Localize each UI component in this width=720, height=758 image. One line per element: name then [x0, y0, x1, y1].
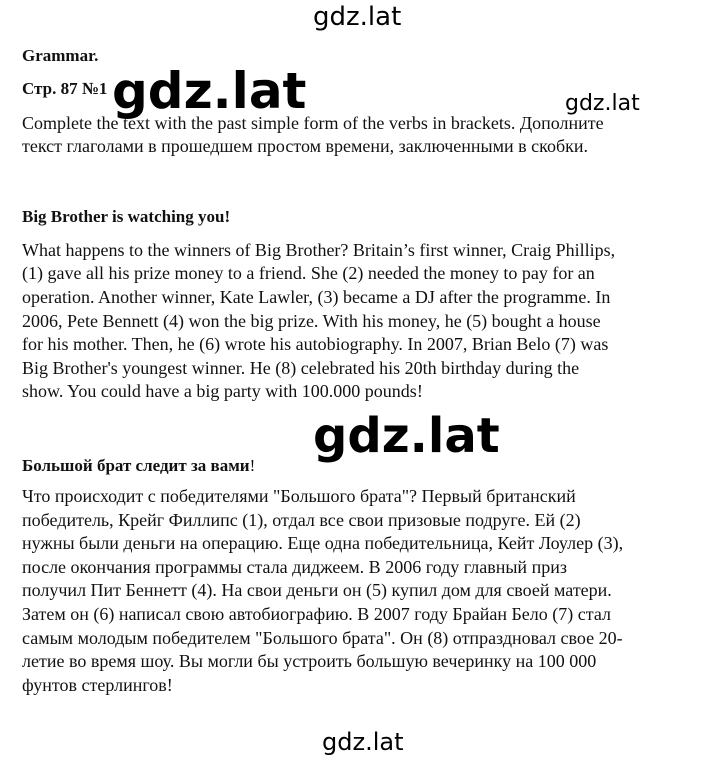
english-line: 2006, Pete Bennett (4) won the big prize. With his money, he (5) bought a house [22, 311, 601, 331]
english-title: Big Brother is watching you! [22, 207, 231, 226]
english-line: (1) gave all his prize money to a friend. She (2) needed the money to pay for an [22, 263, 595, 283]
watermark-right: gdz.lat [565, 91, 640, 116]
watermark-large-upper: gdz.lat [112, 62, 307, 120]
russian-line: Затем он (6) написал свою автобиографию. В 2007 году Брайан Бело (7) стал [22, 604, 611, 624]
watermark-large-middle: gdz.lat [313, 408, 500, 464]
russian-line: получил Пит Беннетт (4). На свои деньги он (5) купил дом для своей матери. [22, 580, 612, 600]
russian-line: самым молодым победителем "Большого брата". Он (8) отпраздновал свое 20- [22, 628, 623, 648]
english-line: Big Brother's youngest winner. He (8) celebrated his 20th birthday during the [22, 358, 580, 378]
section-title: Grammar. [22, 46, 99, 65]
russian-line: нужны были деньги на операцию. Еще одна победительница, Кейт Лоулер (3), [22, 533, 624, 553]
english-line: What happens to the winners of Big Brother? Britain’s first winner, Craig Phillips, [22, 240, 616, 260]
russian-line: Что происходит с победителями "Большого брата"? Первый британский [22, 486, 576, 506]
russian-line: летие во время шоу. Вы могли бы устроить большую вечеринку на 100 000 [22, 651, 597, 671]
watermark-top: gdz.lat [313, 2, 402, 32]
english-line: operation. Another winner, Kate Lawler, (3) became a DJ after the programme. In [22, 287, 611, 307]
instruction-line: Complete the text with the past simple form of the verbs in brackets. Дополните [22, 113, 604, 133]
english-line: show. You could have a big party with 100.000 pounds! [22, 381, 423, 401]
russian-line: фунтов стерлингов! [22, 675, 173, 695]
watermark-bottom: gdz.lat [322, 728, 404, 756]
page-reference: Стр. 87 №1 [22, 79, 108, 98]
russian-line: после окончания программы стала диджеем. В 2006 году главный приз [22, 557, 567, 577]
russian-title-text: Большой брат следит за вами [22, 456, 250, 475]
russian-title-mark: ! [249, 456, 256, 475]
russian-title [22, 454, 255, 478]
instruction-line: текст глаголами в прошедшем простом времени, заключенными в скобки. [22, 136, 589, 156]
english-line: for his mother. Then, he (6) wrote his autobiography. In 2007, Brian Belo (7) was [22, 334, 609, 354]
russian-line: победитель, Крейг Филлипс (1), отдал все свои призовые подруге. Ей (2) [22, 510, 581, 530]
